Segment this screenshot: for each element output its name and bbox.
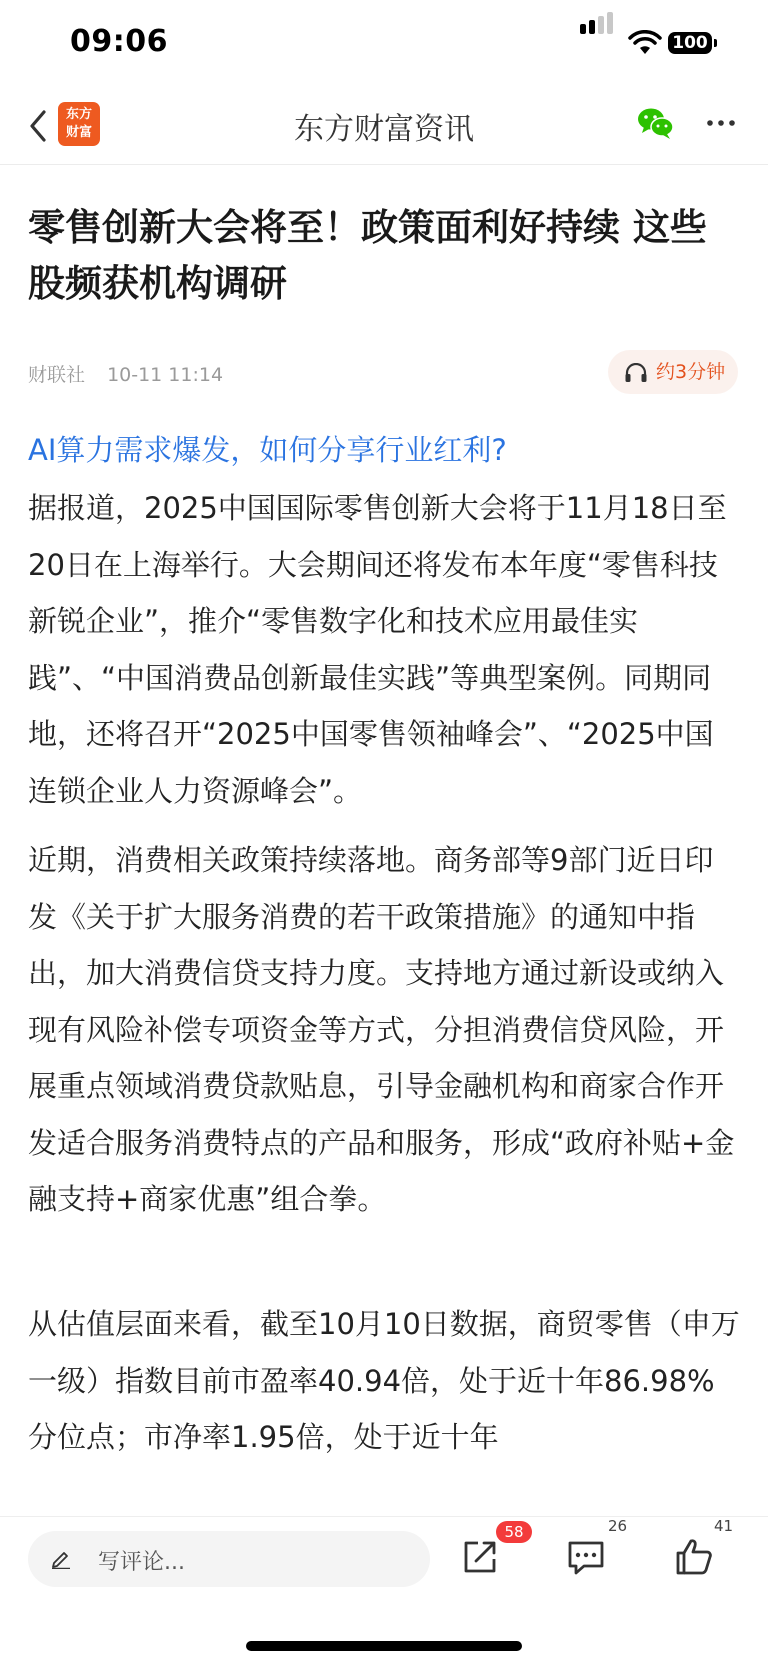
nav-bar: [0, 88, 768, 165]
listen-duration: 约3分钟: [656, 361, 726, 383]
battery-icon: 100: [668, 32, 712, 54]
page-title: 东方财富资讯: [294, 112, 474, 147]
like-count: 41: [714, 1517, 734, 1535]
home-indicator: [246, 1641, 522, 1651]
article-paragraph: 近期，消费相关政策持续落地。商务部等9部门近日印发《关于扩大服务消费的若干政策措施》的通知中指出，加大消费信贷支持力度。支持地方通过新设或纳入现有风险补偿专项资金等方式，分担消费信贷风险，开展重点领域消费贷款贴息，引导金融机构和商家合作开发适合服务消费特点的产品和服务，形成“政府补贴+金融支持+商家优惠”组合拳。: [28, 843, 735, 1216]
status-bar: [0, 0, 768, 86]
article-paragraph: 据报道，2025中国国际零售创新大会将于11月18日至20日在上海举行。大会期间还将发布本年度“零售科技新锐企业”，推介“零售数字化和技术应用最佳实践”、“中国消费品创新最佳实践”等典型案例。同期同地，还将召开“2025中国零售领袖峰会”、“2025中国连锁企业人力资源峰会”。: [28, 491, 727, 808]
comment-icon[interactable]: [564, 1535, 608, 1579]
article-title: 零售创新大会将至！政策面利好持续 这些股频获机构调研: [28, 206, 707, 305]
battery-cap: [714, 39, 717, 47]
share-icon[interactable]: [458, 1535, 502, 1579]
listen-button[interactable]: [608, 350, 738, 394]
headphones-icon: [624, 363, 648, 383]
pen-icon: [50, 1547, 72, 1569]
status-time: 09:06: [70, 24, 168, 59]
more-icon[interactable]: [706, 118, 736, 128]
article-date: 10-11 11:14: [107, 364, 224, 386]
thumbs-up-icon[interactable]: [672, 1535, 716, 1579]
logo-line-2: 财富: [65, 125, 92, 140]
share-count-badge: 58: [496, 1521, 532, 1543]
app-logo: [58, 102, 100, 146]
article-meta: [28, 360, 223, 387]
article-paragraph: 从估值层面来看，截至10月10日数据，商贸零售（申万一级）指数目前市盈率40.94倍，处于近十年86.98%分位点；市净率1.95倍，处于近十年: [28, 1307, 740, 1454]
wifi-icon: [628, 30, 662, 56]
logo-line-1: 东方: [65, 107, 92, 122]
comment-count: 26: [608, 1517, 628, 1535]
promo-link[interactable]: AI算力需求爆发，如何分享行业红利?: [28, 433, 507, 467]
bottom-action-bar: [0, 1516, 768, 1663]
article-source: 财联社: [28, 364, 86, 386]
comment-placeholder: 写评论...: [98, 1550, 185, 1575]
comment-input[interactable]: [28, 1531, 430, 1587]
wechat-icon[interactable]: [636, 106, 676, 140]
back-icon[interactable]: [24, 106, 52, 146]
